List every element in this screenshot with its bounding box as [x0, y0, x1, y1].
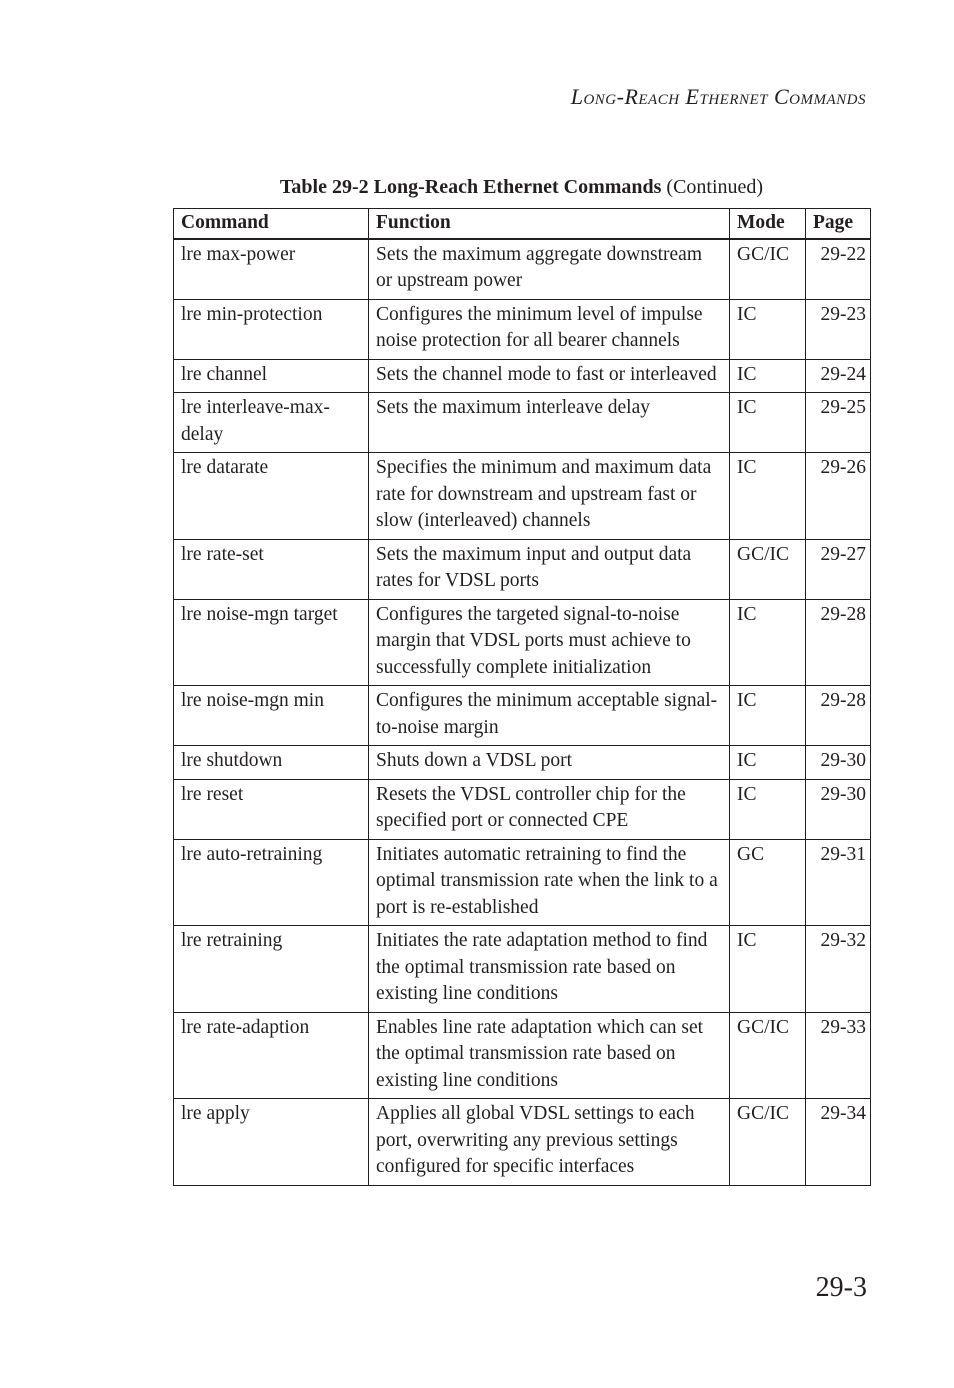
page-cell: 29-33	[806, 1012, 871, 1099]
function-cell: Specifies the minimum and maximum data rate for downstream and upstream fast or slow (interleaved) channels	[369, 453, 730, 540]
table-row	[174, 299, 871, 359]
mode-cell: IC	[730, 299, 806, 359]
table-caption	[173, 176, 870, 199]
mode-cell: IC	[730, 453, 806, 540]
mode-cell: GC	[730, 839, 806, 926]
mode-cell: GC/IC	[730, 539, 806, 599]
function-cell: Applies all global VDSL settings to each port, overwriting any previous settings configured for specific interfaces	[369, 1099, 730, 1186]
page-cell: 29-23	[806, 299, 871, 359]
mode-cell: IC	[730, 926, 806, 1013]
page-number: 29-3	[815, 1272, 867, 1303]
table-row	[174, 393, 871, 453]
mode-cell: GC/IC	[730, 1012, 806, 1099]
command-cell: lre apply	[174, 1099, 369, 1186]
command-cell: lre reset	[174, 779, 369, 839]
page-cell: 29-28	[806, 599, 871, 686]
function-cell: Sets the maximum aggregate downstream or upstream power	[369, 239, 730, 300]
function-cell: Configures the minimum acceptable signal-to-noise margin	[369, 686, 730, 746]
command-cell: lre retraining	[174, 926, 369, 1013]
command-cell: lre noise-mgn target	[174, 599, 369, 686]
mode-cell: GC/IC	[730, 1099, 806, 1186]
page-cell: 29-27	[806, 539, 871, 599]
column-header-function: Function	[369, 209, 730, 239]
commands-table	[173, 208, 871, 1186]
table-header-row	[174, 209, 871, 239]
page-cell: 29-30	[806, 746, 871, 780]
page-cell: 29-25	[806, 393, 871, 453]
table-caption-suffix: (Continued)	[666, 176, 764, 198]
page-cell: 29-28	[806, 686, 871, 746]
column-header-page: Page	[806, 209, 871, 239]
command-cell: lre shutdown	[174, 746, 369, 780]
table-row	[174, 746, 871, 780]
command-cell: lre datarate	[174, 453, 369, 540]
mode-cell: GC/IC	[730, 239, 806, 300]
table-row	[174, 1012, 871, 1099]
page-cell: 29-32	[806, 926, 871, 1013]
mode-cell: IC	[730, 746, 806, 780]
command-cell: lre auto-retraining	[174, 839, 369, 926]
page-cell: 29-31	[806, 839, 871, 926]
table-row	[174, 686, 871, 746]
function-cell: Enables line rate adaptation which can set the optimal transmission rate based on existing line conditions	[369, 1012, 730, 1099]
function-cell: Resets the VDSL controller chip for the specified port or connected CPE	[369, 779, 730, 839]
command-cell: lre channel	[174, 359, 369, 393]
table-row	[174, 599, 871, 686]
column-header-mode: Mode	[730, 209, 806, 239]
mode-cell: IC	[730, 393, 806, 453]
column-header-command: Command	[174, 209, 369, 239]
command-cell: lre min-protection	[174, 299, 369, 359]
function-cell: Sets the maximum input and output data rates for VDSL ports	[369, 539, 730, 599]
function-cell: Shuts down a VDSL port	[369, 746, 730, 780]
function-cell: Initiates automatic retraining to find the optimal transmission rate when the link to a port is re-established	[369, 839, 730, 926]
command-cell: lre noise-mgn min	[174, 686, 369, 746]
table-row	[174, 359, 871, 393]
function-cell: Sets the maximum interleave delay	[369, 393, 730, 453]
page-cell: 29-34	[806, 1099, 871, 1186]
page-cell: 29-26	[806, 453, 871, 540]
function-cell: Configures the targeted signal-to-noise margin that VDSL ports must achieve to successfully complete initialization	[369, 599, 730, 686]
command-cell: lre rate-adaption	[174, 1012, 369, 1099]
table-row	[174, 539, 871, 599]
table-row	[174, 1099, 871, 1186]
table-caption-label: Table 29-2 Long-Reach Ethernet Commands	[279, 176, 662, 198]
table-row	[174, 453, 871, 540]
command-cell: lre max-power	[174, 239, 369, 300]
mode-cell: IC	[730, 599, 806, 686]
function-cell: Configures the minimum level of impulse noise protection for all bearer channels	[369, 299, 730, 359]
mode-cell: IC	[730, 779, 806, 839]
table-row	[174, 779, 871, 839]
command-cell: lre rate-set	[174, 539, 369, 599]
mode-cell: IC	[730, 686, 806, 746]
command-cell: lre interleave-max-delay	[174, 393, 369, 453]
table-row	[174, 839, 871, 926]
table-row	[174, 239, 871, 300]
function-cell: Initiates the rate adaptation method to find the optimal transmission rate based on existing line conditions	[369, 926, 730, 1013]
mode-cell: IC	[730, 359, 806, 393]
page-cell: 29-22	[806, 239, 871, 300]
running-header: Long-Reach Ethernet Commands	[570, 84, 866, 109]
page-cell: 29-30	[806, 779, 871, 839]
function-cell: Sets the channel mode to fast or interleaved	[369, 359, 730, 393]
page-cell: 29-24	[806, 359, 871, 393]
table-row	[174, 926, 871, 1013]
